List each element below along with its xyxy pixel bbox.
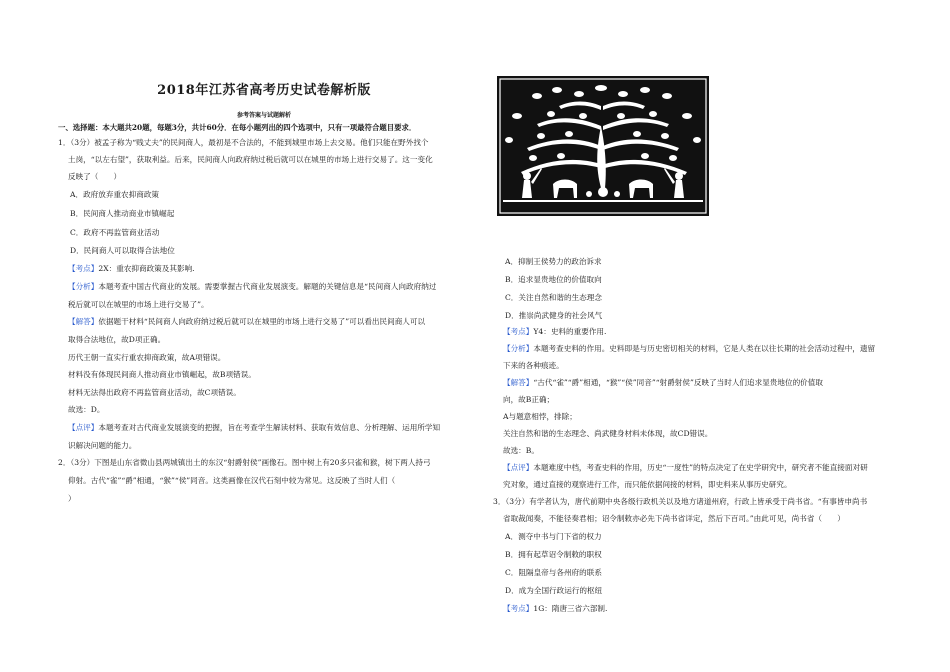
answer-line: 故选：D。 [68, 405, 105, 414]
question-1-stem: 反映了（ ） [68, 172, 122, 181]
fenxi-line: 下来的各种痕迹。 [503, 361, 564, 370]
page-title: 2018年江苏省高考历史试卷解析版 [157, 83, 371, 98]
question-1-stem: 1．（3分）被孟子称为“贱丈夫”的民间商人，最初是不合法的，不能到城里市场上去交易。他们只能在野外找个 [58, 138, 429, 147]
dianping-text: 本题难度中档，考查史料的作用，历史“一度性”的特点决定了在史学研究中，研究者不能直接面对研 [533, 463, 868, 472]
option-d: D．民间商人可以取得合法地位 [70, 246, 175, 255]
option-b: B．追求显贵地位的价值取向 [505, 275, 602, 284]
kaodian-text: 2X：重农抑商政策及其影响. [98, 264, 195, 273]
option-c: C．政府不再监管商业活动 [70, 228, 160, 237]
jieda-text: “古代“雀”“爵”相通，“猴”“侯”同音”“射爵射侯”反映了当时人们追求显贵地位的价值取 [533, 378, 823, 387]
fenxi-tag: 【分析】 [68, 282, 99, 291]
kaodian-tag: 【考点】 [68, 264, 99, 273]
option-b: B．民间商人推动商业市镇崛起 [70, 209, 175, 218]
jieda-line: A与题意相悖，排除； [503, 412, 577, 421]
option-c: C．阻隔皇帝与各州府的联系 [505, 568, 602, 577]
fenxi-text: 本题考查中国古代商业的发展。需要掌握古代商业发展演变。解题的关键信息是“民间商人向政府纳过 [98, 282, 437, 291]
fenxi-line [503, 344, 875, 354]
kaodian-text: 1G：隋唐三省六部制. [533, 604, 608, 613]
answer-line: 故选：B。 [503, 446, 539, 455]
kaodian-tag: 【考点】 [503, 604, 534, 613]
option-d: D．成为全国行政运行的枢纽 [505, 586, 603, 595]
dianping-line [68, 423, 440, 433]
kaodian-line [503, 327, 606, 337]
jieda-line: 关注自然和谐的生态理念、尚武健身材料未体现，故CD错误。 [503, 429, 713, 438]
question-2-stem: ） [68, 494, 76, 503]
option-b: B．拥有起草诏令制敕的职权 [505, 550, 602, 559]
fenxi-line: 税后就可以在城里的市场上进行交易了”。 [68, 300, 209, 309]
jieda-line [503, 378, 823, 388]
option-a: A．抑制王侯势力的政治诉求 [505, 257, 602, 266]
option-c: C．关注自然和谐的生态理念 [505, 293, 602, 302]
stone-relief-figure [497, 76, 709, 216]
kaodian-line [68, 264, 195, 274]
jieda-line: 历代王朝一直实行重农抑商政策，故A项错误。 [68, 353, 226, 362]
dianping-line: 识解决问题的能力。 [68, 441, 137, 450]
dianping-tag: 【点评】 [68, 423, 99, 432]
fenxi-text: 本题考查史料的作用。史料即是与历史密切相关的材料，它是人类在以往长期的社会活动过程中，遗留 [533, 344, 876, 353]
jieda-line: 取得合法地位，故D项正确。 [68, 335, 166, 344]
option-a: A．政府放弃重农抑商政策 [70, 190, 160, 199]
dianping-text: 本题考查对古代商业发展演变的把握，旨在考查学生解读材料、获取有效信息、分析理解、运用所学知 [98, 423, 441, 432]
fenxi-line [68, 282, 436, 292]
jieda-tag: 【解答】 [68, 317, 99, 326]
jieda-tag: 【解答】 [503, 378, 534, 387]
jieda-line: 材料无法得出政府不再监管商业活动，故C项错误。 [68, 388, 241, 397]
question-3-stem: 省取裁闻奏，不能径奏君相；诏令制敕亦必先下尚书省详定，然后下百司。”由此可见，尚书省（ ） [503, 514, 845, 523]
jieda-line: 向，故B正确； [503, 395, 555, 404]
page-subtitle: 参考答案与试题解析 [236, 112, 291, 119]
question-3-stem: 3．（3分）有学者认为，唐代前期中央各级行政机关以及地方诸道州府，行政上皆承受于尚书省。“有事皆申尚书 [493, 497, 868, 506]
jieda-line: 材料没有体现民间商人推动商业市镇崛起，故B项错误。 [68, 370, 256, 379]
section-heading: 一、选择题：本大题共20题，每题3分，共计60分．在每小题列出的四个选项中，只有一项最符合题目要求． [58, 123, 417, 132]
dianping-line [503, 463, 868, 473]
kaodian-line [503, 604, 607, 614]
fenxi-tag: 【分析】 [503, 344, 534, 353]
jieda-text: 依据题干材料“民间商人向政府纳过税后就可以在城里的市场上进行交易了”可以看出民间商人可以 [98, 317, 426, 326]
option-d: D．推崇尚武健身的社会风气 [505, 311, 603, 320]
jieda-line [68, 317, 425, 327]
question-2-stem: 2．（3分）下图是山东省微山县两城镇出土的东汉“射爵射侯”画像石。图中树上有20多只雀和猴，树下两人持弓 [58, 458, 431, 467]
question-2-stem: 仰射。古代“雀”“爵”相通，“猴”“侯”同音。这类画像在汉代石刻中较为常见。这反映了当时人们（ [68, 476, 396, 485]
dianping-tag: 【点评】 [503, 463, 534, 472]
kaodian-tag: 【考点】 [503, 327, 534, 336]
question-1-stem: 土岗，“以左右望”，获取利益。后来，民间商人向政府纳过税后就可以在城里的市场上进行交易了。这一变化 [68, 155, 433, 164]
dianping-line: 究对象，通过直接的观察进行工作，而只能依据间接的材料，即史料来从事历史研究。 [503, 480, 792, 489]
kaodian-text: Y4：史料的重要作用. [533, 327, 607, 336]
option-a: A．测夺中书与门下省的权力 [505, 532, 602, 541]
